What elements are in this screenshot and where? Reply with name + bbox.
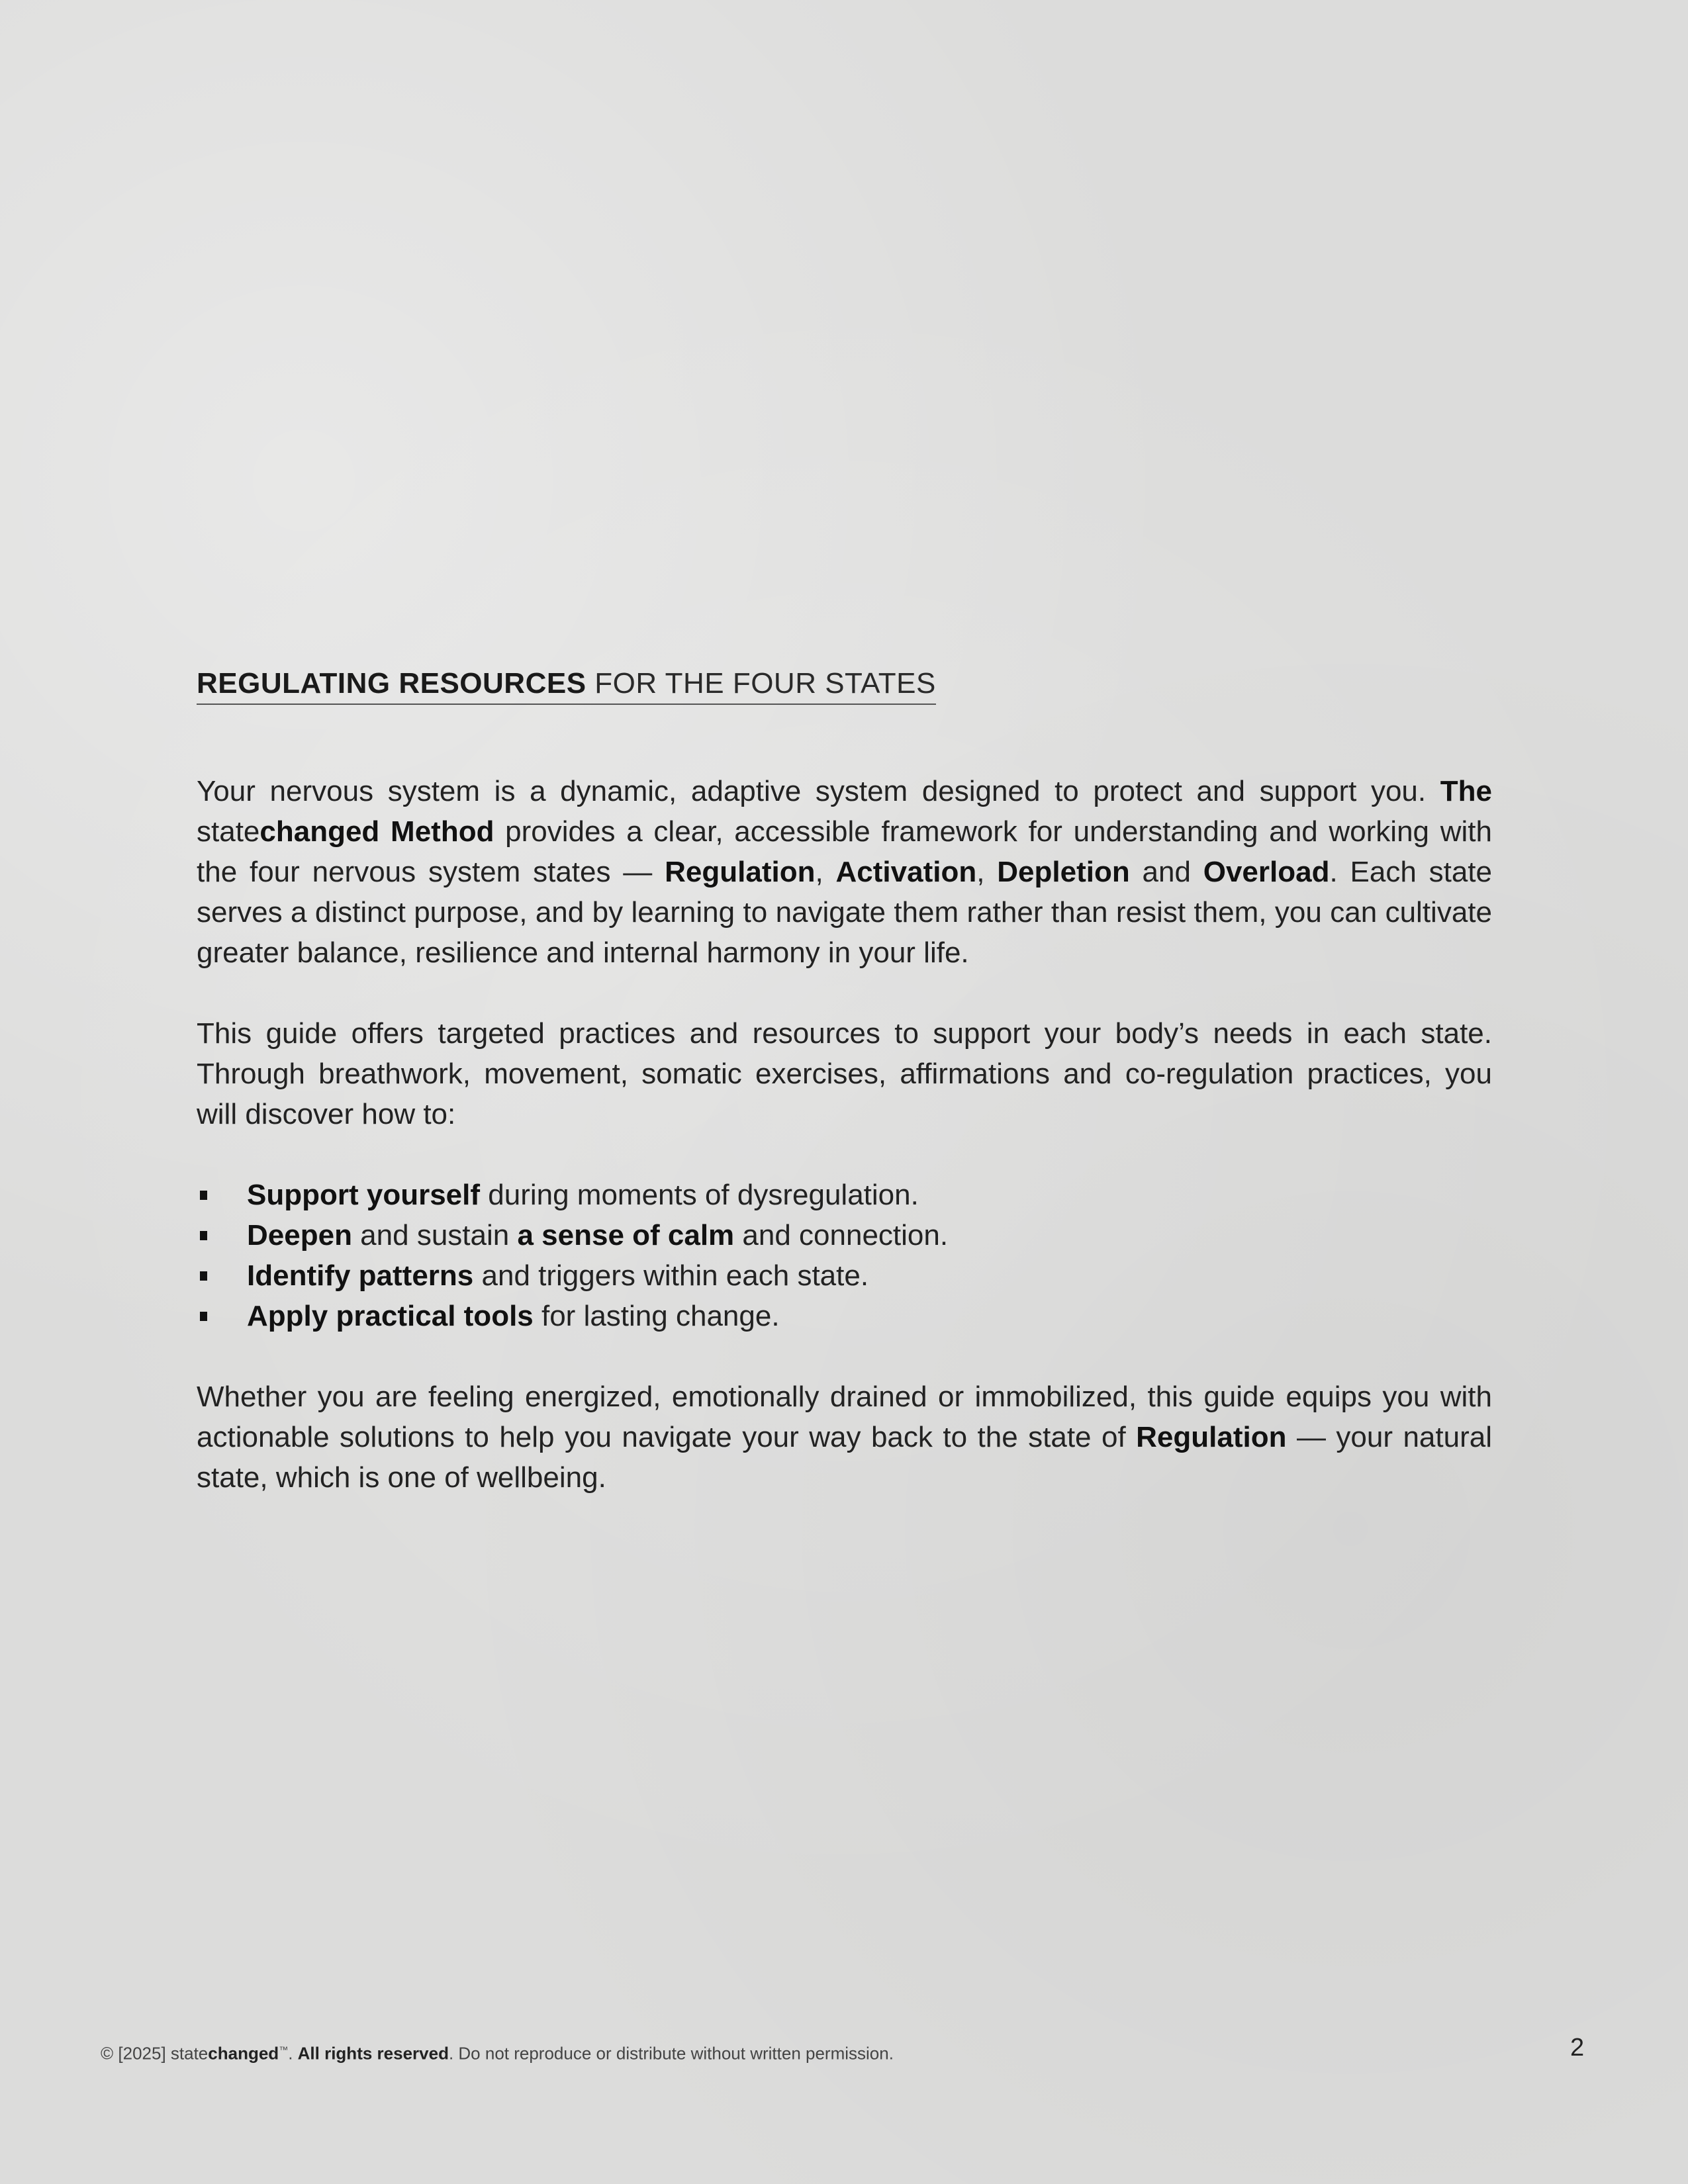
bold-text: Apply practical tools — [247, 1300, 534, 1332]
square-bullet-icon — [200, 1312, 207, 1321]
text: and sustain — [352, 1219, 518, 1251]
text: provides a clear, accessible framework for understanding and working with the four nervous system states — — [197, 815, 1492, 888]
bold-text: Regulation — [665, 856, 816, 888]
bold-text: All rights reserved — [297, 2043, 449, 2064]
text: , — [815, 856, 836, 888]
section-heading — [197, 665, 936, 705]
heading-rest: FOR THE FOUR STATES — [586, 667, 936, 700]
bullet-list — [197, 1175, 1492, 1336]
text: state — [197, 815, 260, 848]
text: . Each state serves a distinct purpose, and by learning to navigate them rather than resist them, you can cultivate greater balance, resilience and internal harmony in your life. — [197, 856, 1493, 969]
list-item — [197, 1255, 1492, 1296]
text: and connection. — [734, 1219, 949, 1251]
square-bullet-icon — [200, 1191, 207, 1200]
closing-paragraph — [197, 1377, 1492, 1498]
text: during moments of dysregulation. — [480, 1179, 919, 1211]
heading-bold: REGULATING RESOURCES — [197, 667, 586, 700]
list-item — [197, 1175, 1492, 1215]
bold-text: Support yourself — [247, 1179, 481, 1211]
text: © [2025] state — [101, 2043, 209, 2064]
bold-text: Regulation — [1136, 1421, 1287, 1453]
list-item — [197, 1296, 1492, 1336]
page-number: 2 — [1570, 2034, 1585, 2062]
copyright-footer — [101, 2038, 1590, 2065]
bold-text: The — [1440, 775, 1492, 807]
trademark: ™ — [279, 2044, 289, 2055]
text: , — [976, 856, 998, 888]
text: . — [288, 2043, 298, 2064]
text: for lasting change. — [533, 1300, 780, 1332]
square-bullet-icon — [200, 1271, 207, 1281]
bold-text: changed Method — [259, 815, 494, 848]
list-item — [197, 1215, 1492, 1255]
text: and — [1129, 856, 1203, 888]
text: and triggers within each state. — [473, 1259, 869, 1292]
main-content — [197, 665, 1492, 1498]
guide-paragraph: This guide offers targeted practices and resources to support your body’s needs in each state. Through breathwork, movement, somatic exercises, affirmations and co-regulation practices, you will discover how to: — [197, 1017, 1492, 1130]
intro-paragraph — [197, 771, 1492, 973]
brand-bold: changed — [208, 2043, 279, 2064]
text: Whether you are feeling energized, emotionally drained or immobilized, this guide equips you with actionable solutions to help you navigate your way back to the state of — [197, 1381, 1492, 1453]
bold-text: Deepen — [247, 1219, 352, 1251]
bold-text: Activation — [835, 856, 977, 888]
bold-text: Identify patterns — [247, 1259, 474, 1292]
bold-text: a sense of calm — [517, 1219, 735, 1251]
text: . Do not reproduce or distribute without written permission. — [448, 2043, 894, 2064]
bold-text: Depletion — [997, 856, 1130, 888]
square-bullet-icon — [200, 1231, 207, 1240]
bold-text: Overload — [1203, 856, 1330, 888]
text: Your nervous system is a dynamic, adaptive system designed to protect and support you. — [197, 775, 1440, 807]
text: — your natural state, which is one of wellbeing. — [197, 1421, 1492, 1494]
